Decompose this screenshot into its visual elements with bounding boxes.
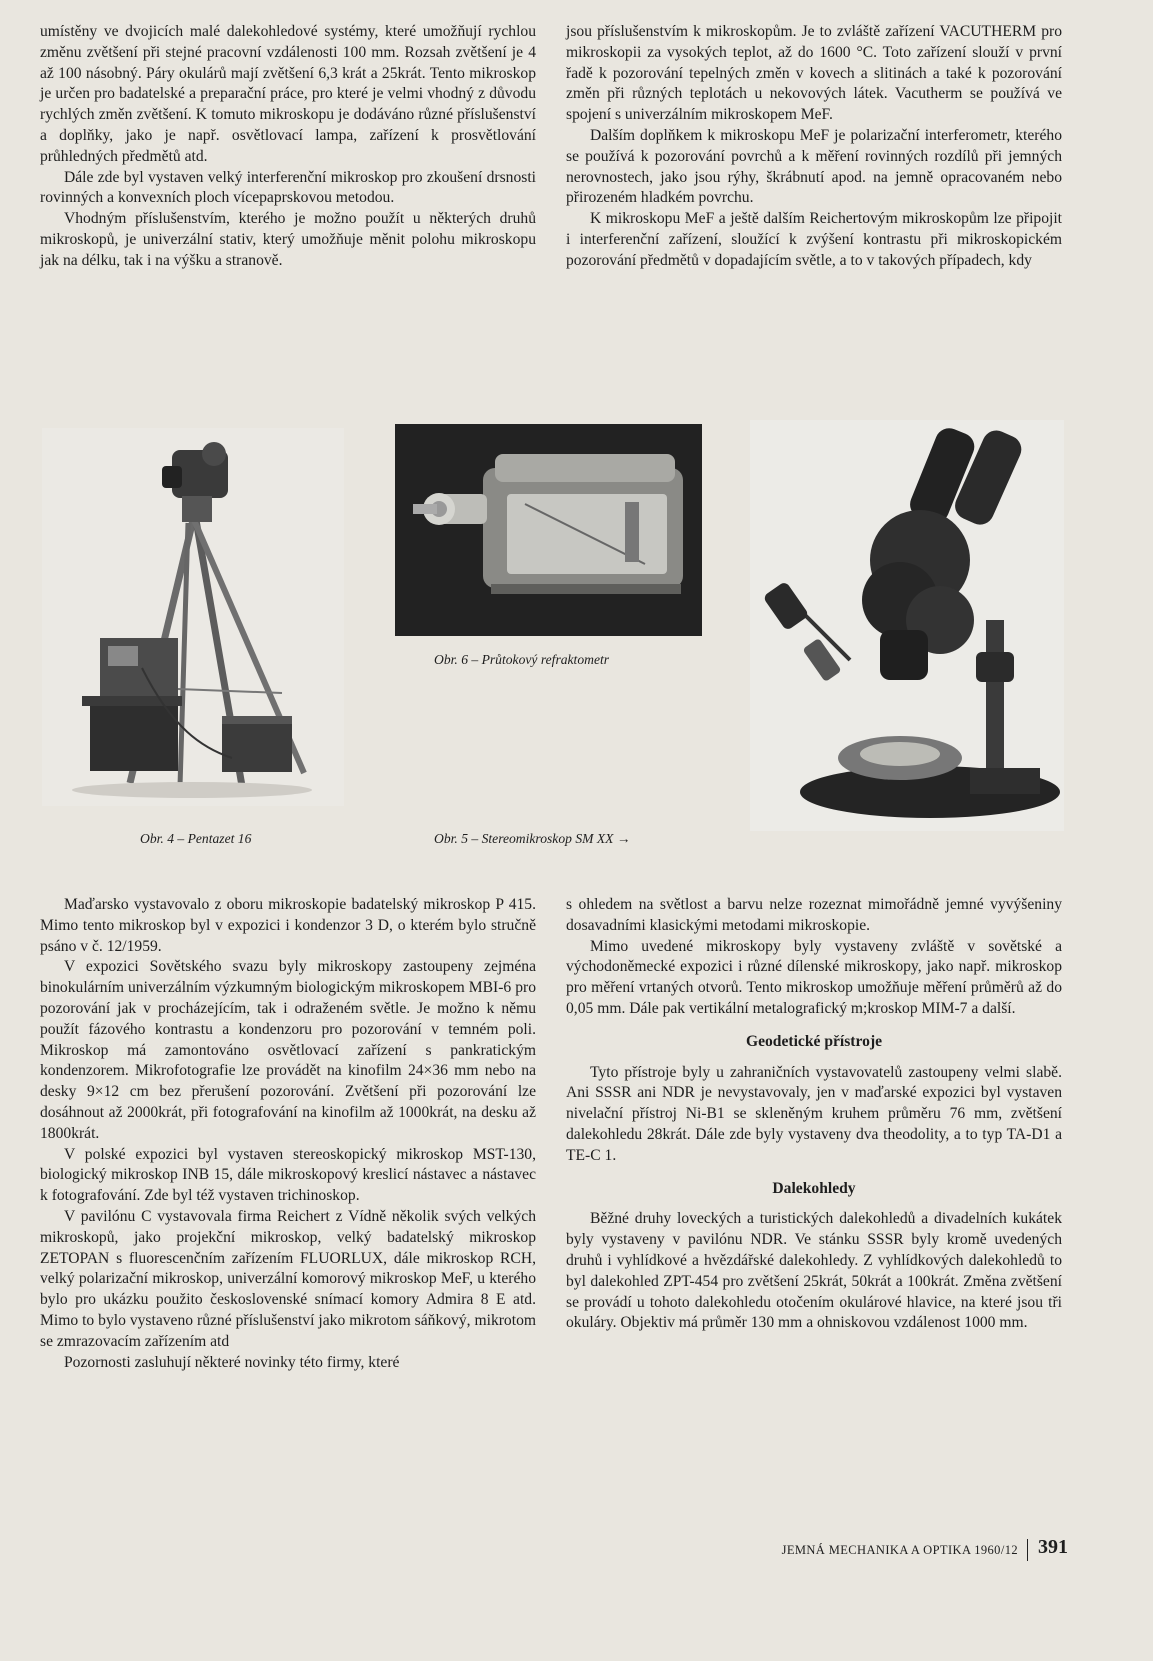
section-heading-telescopes: Dalekohledy [772,1179,856,1197]
paragraph: Dále zde byl vystaven velký interferenční mikroskop pro zkoušení drsnosti rovinných a konvexních ploch vícepaprskovou metodou. [40,168,536,207]
paragraph: K mikroskopu MeF a ještě dalším Reichertovým mikroskopům lze připojit i interferenční zařízení, sloužící k zvýšení kontrastu při mikroskopickém pozorování předmětů v dopadajícím světle, a to v takových případech, kdy [566,210,1062,269]
paragraph: s ohledem na světlost a barvu nelze rozeznat mimořádně jemné vyvýšeniny dosavadními klasickými metodami mikroskopie. [566,896,1062,934]
column-bottom-left [40,895,536,1373]
column-bottom-right [566,895,1062,1334]
paragraph: Pozornosti zasluhují některé novinky této firmy, které [64,1353,400,1371]
figure-4-caption: Obr. 4 – Pentazet 16 [140,831,252,846]
paragraph: jsou příslušenstvím k mikroskopům. Je to zvláště zařízení VACUTHERM pro mikroskopii za vysokých teplot, až do 1600 °C. Toto zařízení slouží v první řadě k pozorování tepelných změn v kovech a slitinách a také k pozorování změn při různých teplotách u nekovových látek. Vacutherm se používá ve spojení s univerzálním mikroskopem MeF. [566,23,1062,124]
page-number: 391 [1038,1536,1068,1558]
paragraph: V expozici Sovětského svazu byly mikroskopy zastoupeny zejména binokulárním univerzálním výzkumným biologickým mikroskopem MBI-6 pro pozorování jak v procházejícím, tak i odraženém světle. Je možno k němu použít fázového kontrastu a kondenzoru pro pozorování v temném poli. Mikroskop má zamontováno osvětlovací zařízení s pankratickým kondenzorem. Mikrofotografie lze provádět na kinofilm 24×36 mm nebo na desky 9×12 cm bez přerušení pozorování. Zvětšení při pozorování lze dosáhnout až 2000krát, při fotografování na kinofilm až 1000krát, na desku až 1800krát. [40,958,536,1142]
paragraph: umístěny ve dvojicích malé dalekohledové systémy, které umožňují rychlou změnu zvětšení při stejné pracovní vzdálenosti 100 mm. Rozsah zvětšení je 4 až 100 násobný. Páry okulárů mají zvětšení 6,3 krát a 25krát. Tento mikroskop je určen pro badatelské a preparační práce, pro které je velmi vhodný z důvodu rychlých změn zvětšení. K tomuto mikroskopu je dodáváno různé příslušenství a doplňky, jako je např. osvětlovací lampa, zařízení k prosvětlování průhledných předmětů atd. [40,23,536,165]
paragraph: Maďarsko vystavovalo z oboru mikroskopie badatelský mikroskop P 415. Mimo tento mikroskop byl v expozici i kondenzor 3 D, o kterém bylo stručně psáno v č. 12/1959. [40,896,536,955]
figure-4-photo [42,428,344,806]
paragraph: V pavilónu C vystavovala firma Reichert z Vídně několik svých velkých mikroskopů, jako projekční mikroskop, velký badatelský mikroskop ZETOPAN s fluorescenčním zařízením FLUORLUX, dále mikroskop RCH, velký polarizační mikroskop, univerzální komorový mikroskop MeF, u kterého bylo pro ukázku použito československé snímací komory Admira 8 E atd. Mimo to bylo vystaveno různé příslušenství jako mikrotom sáňkový, mikrotom se zmrazovacím zařízením atd [40,1207,536,1350]
column-top-right [566,22,1062,272]
figure-6-photo [395,424,702,636]
paragraph: Běžné druhy loveckých a turistických dalekohledů a divadelních kukátek byly vystaveny v pavilónu NDR. Ve stánku SSSR byly kromě uvedených druhů i vyhlídkové a hvězdářské dalekohledy. Z vyhlídkových dalekohledů to byl dalekohled ZPT-454 pro zvětšení 25krát, 50krát a 100krát. Změna zvětšení se provádí u tohoto dalekohledu otočením okulárové hlavice, na které jsou tři okuláry. Objektiv má průměr 130 mm a ohniskovou vzdálenost 1000 mm. [566,1210,1062,1332]
journal-name: JEMNÁ MECHANIKA A OPTIKA 1960/12 [781,1543,1018,1557]
figure-5-caption: Obr. 5 – Stereomikroskop SM XX → [434,831,631,846]
column-top-left [40,22,536,272]
paragraph: Dalším doplňkem k mikroskopu MeF je polarizační interferometr, kterého se používá k pozorování povrchů a k měření rovinných rozdílů při jemných nerovnostech, jako jsou rýhy, škrábnutí apod. na jemně opracovaném nebo přirozeném hladkém povrchu. [566,126,1062,207]
figure-6-caption: Obr. 6 – Průtokový refraktometr [434,652,610,667]
figure-5-photo [750,420,1064,831]
paragraph: Vhodným příslušenstvím, kterého je možno použít u některých druhů mikroskopů, je univerzální stativ, který umožňuje měnit polohu mikroskopu jak na délku, tak i na výšku a stranově. [40,210,536,269]
paragraph: V polské expozici byl vystaven stereoskopický mikroskop MST-130, biologický mikroskop INB 15, dále mikroskopový kreslicí nástavec a nástavec k fotografování. Zde byl též vystaven trichinoskop. [40,1145,536,1205]
page-footer [748,1536,1068,1562]
footer-divider [1027,1539,1028,1561]
paragraph: Tyto přístroje byly u zahraničních vystavovatelů zastoupeny velmi slabě. Ani SSSR ani NDR je nevystavovaly, jen v maďarské expozici byl vystaven nivelační přístroj Ni-B1 se skleněným kruhem průměru 76 mm, zvětšení dalekohledu 28krát. Dále zde byly vystaveny dva theodolity, a to typ TA-D1 a TE-C 1. [566,1063,1062,1164]
section-heading-geodetic: Geodetické přístroje [745,1032,883,1050]
paragraph: Mimo uvedené mikroskopy byly vystaveny zvláště v sovětské a východoněmecké expozici i různé dílenské mikroskopy, jako např. mikroskop pro měření vrtaných otvorů. Tento mikroskop umožňuje měření průměrů až do 0,05 mm. Dále pak vertikální metalografický m;kroskop MIM-7 a další. [566,937,1062,1017]
